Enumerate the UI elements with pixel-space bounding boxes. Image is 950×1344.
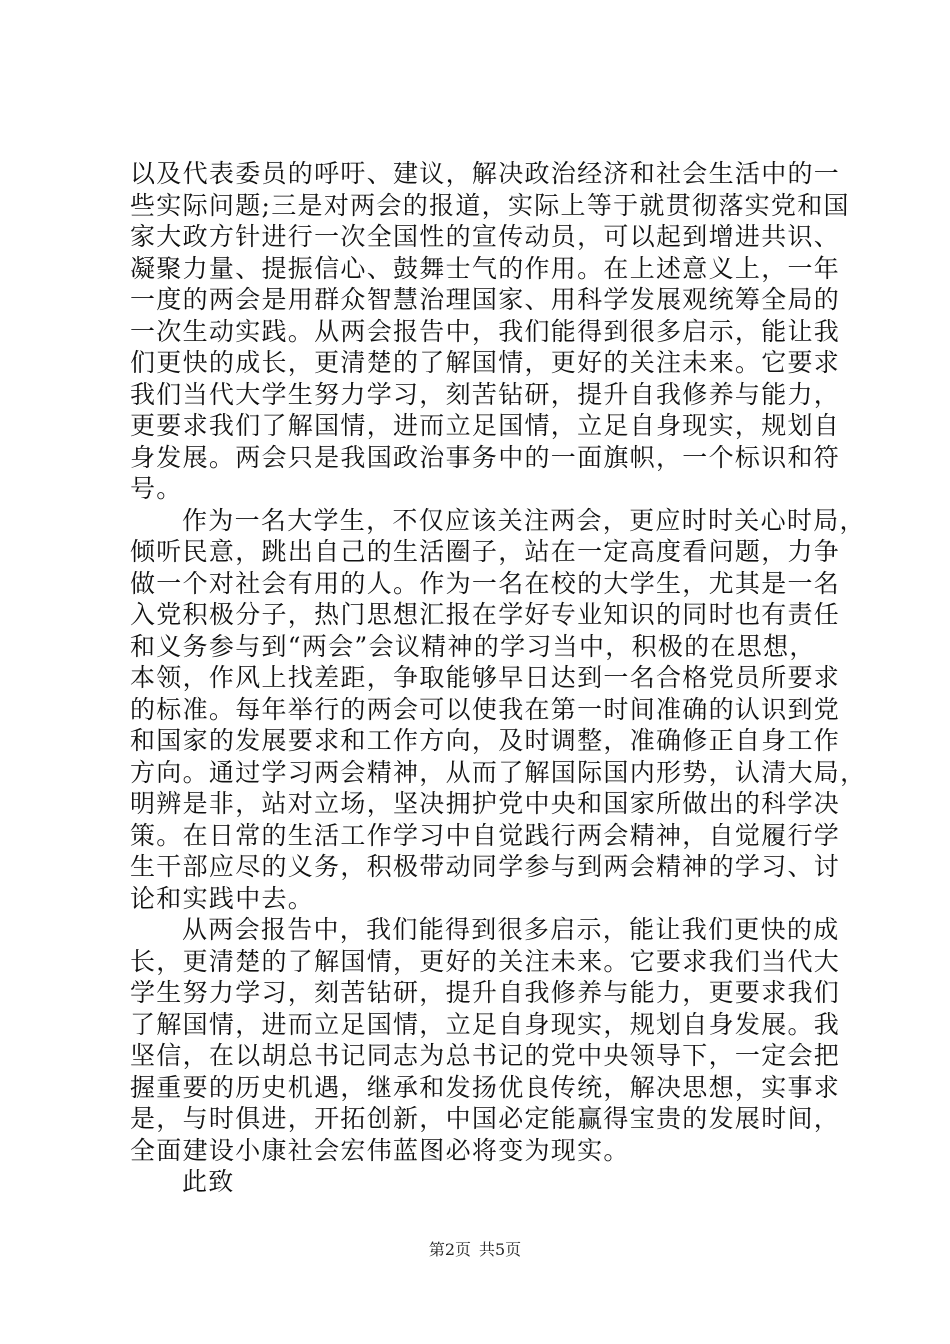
- text-line: 的标准。每年举行的两会可以使我在第一时间准确的认识到党: [130, 694, 841, 724]
- text-line: 身发展。两会只是我国政治事务中的一面旗帜，一个标识和符: [130, 442, 841, 472]
- text-line: 握重要的历史机遇，继承和发扬优良传统，解决思想，实事求: [130, 1072, 841, 1102]
- closing-line: 此致: [182, 1167, 235, 1196]
- page-number-total: 共5页: [479, 1240, 522, 1259]
- text-line: 论和实践中去。: [130, 883, 315, 913]
- paragraph: [130, 914, 841, 1166]
- text-line: 更要求我们了解国情，进而立足国情，立足自身现实，规划自: [130, 411, 841, 440]
- text-line: 坚信，在以胡总书记同志为总书记的党中央领导下，一定会把: [130, 1041, 841, 1070]
- paragraph: [130, 158, 850, 505]
- closing-paragraph: [130, 1166, 830, 1198]
- paragraph: [130, 505, 867, 915]
- text-line: 全面建设小康社会宏伟蓝图必将变为现实。: [130, 1135, 630, 1165]
- text-line: 倾听民意，跳出自己的生活圈子，站在一定高度看问题，力争: [130, 537, 841, 566]
- text-line: 从两会报告中，我们能得到很多启示，能让我们更快的成: [182, 915, 840, 944]
- text-line: 号。: [130, 474, 183, 503]
- text-line: 们更快的成长，更清楚的了解国情，更好的关注未来。它要求: [130, 348, 841, 377]
- text-line: 和国家的发展要求和工作方向，及时调整，准确修正自身工作: [130, 726, 841, 755]
- document-body: [130, 158, 867, 1198]
- text-line: 一次生动实践。从两会报告中，我们能得到很多启示，能让我: [130, 316, 841, 346]
- text-line: 是，与时俱进，开拓创新，中国必定能赢得宝贵的发展时间，: [130, 1104, 841, 1133]
- text-line: 了解国情，进而立足国情，立足自身现实，规划自身发展。我: [130, 1009, 841, 1039]
- page-footer: [0, 1240, 950, 1260]
- text-line: 些实际问题;三是对两会的报道，实际上等于就贯彻落实党和国: [130, 190, 850, 220]
- text-line: 学生努力学习，刻苦钻研，提升自我修养与能力，更要求我们: [130, 978, 841, 1007]
- text-line: 我们当代大学生努力学习，刻苦钻研，提升自我修养与能力，: [130, 379, 841, 409]
- text-line: 做一个对社会有用的人。作为一名在校的大学生，尤其是一名: [130, 568, 841, 598]
- text-line: 方向。通过学习两会精神，从而了解国际国内形势，认清大局，: [130, 757, 867, 787]
- text-line: 明辨是非，站对立场，坚决拥护党中央和国家所做出的科学决: [130, 789, 841, 818]
- text-line: 策。在日常的生活工作学习中自觉践行两会精神，自觉履行学: [130, 820, 841, 850]
- text-line: 长，更清楚的了解国情，更好的关注未来。它要求我们当代大: [130, 946, 841, 976]
- text-line: 家大政方针进行一次全国性的宣传动员，可以起到增进共识、: [130, 222, 841, 251]
- page-number-current: 第2页: [428, 1240, 471, 1259]
- text-line: 作为一名大学生，不仅应该关注两会，更应时时关心时局，: [182, 505, 866, 535]
- text-line: 凝聚力量、提振信心、鼓舞士气的作用。在上述意义上，一年: [130, 253, 841, 283]
- text-line: 以及代表委员的呼吁、建议，解决政治经济和社会生活中的一: [130, 159, 841, 188]
- text-line: 本领，作风上找差距，争取能够早日达到一名合格党员所要求: [130, 663, 841, 692]
- text-line: 生干部应尽的义务，积极带动同学参与到两会精神的学习、讨: [130, 852, 841, 881]
- text-line: 入党积极分子，热门思想汇报在学好专业知识的同时也有责任: [130, 600, 841, 629]
- text-line: 一度的两会是用群众智慧治理国家、用科学发展观统筹全局的: [130, 285, 841, 314]
- text-line: 和义务参与到“两会”会议精神的学习当中，积极的在思想，: [130, 631, 816, 661]
